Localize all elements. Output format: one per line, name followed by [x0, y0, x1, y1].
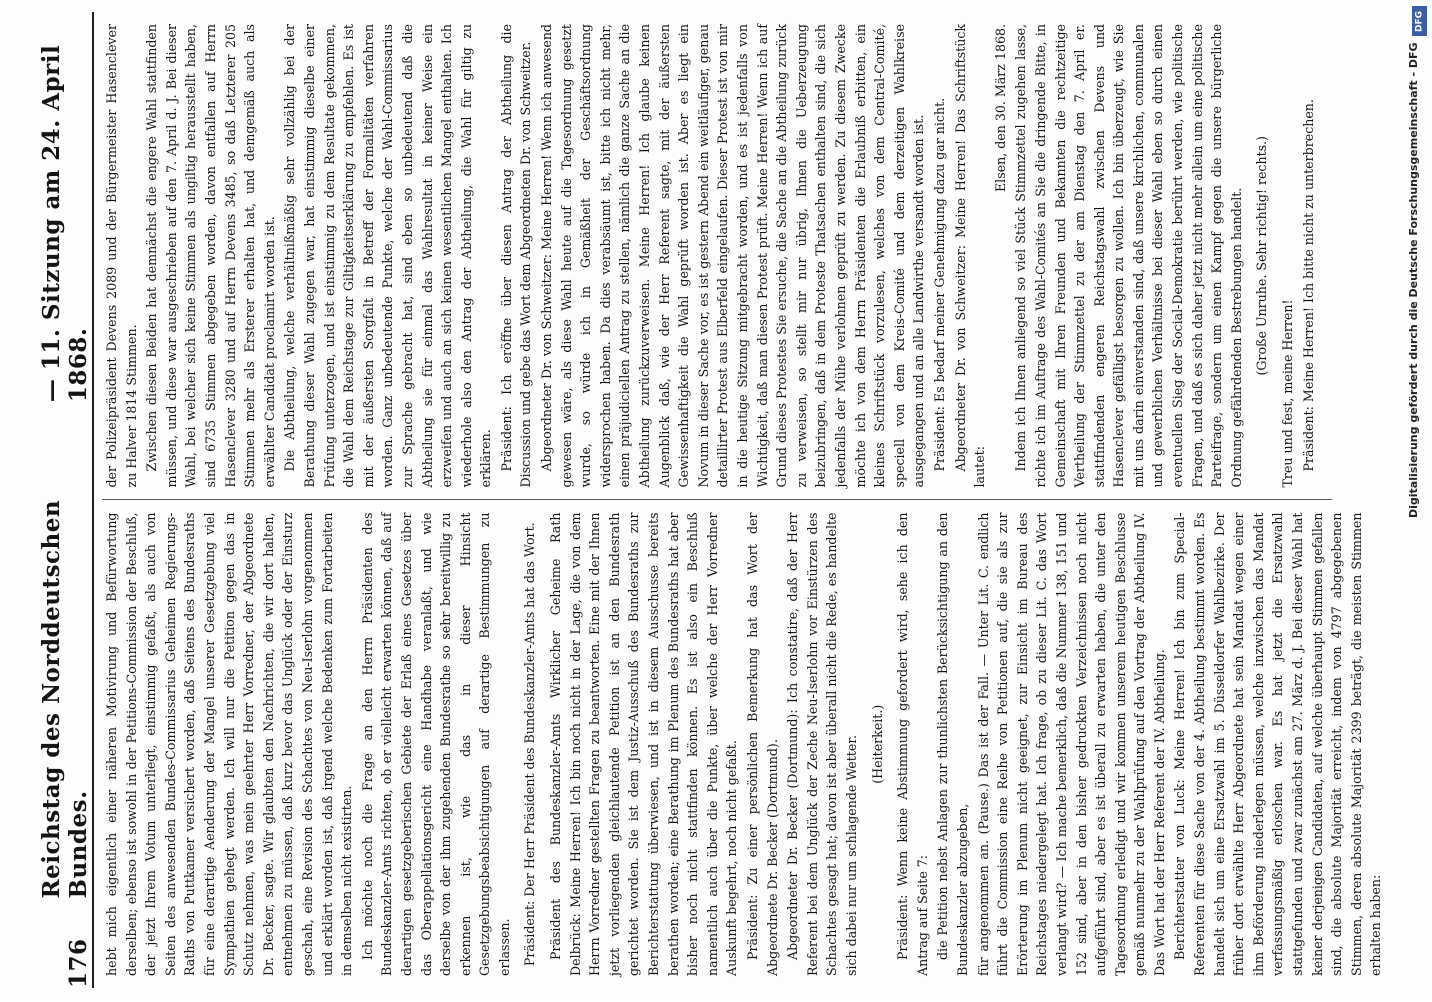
speaker-president: Präsident: Ich eröffne über diesen Antrag der Abtheilung die Discussion und gebe das Wort dem Abgeordneten Dr. von Schweitzer.: [498, 24, 534, 488]
paragraph: Berichterstatter von Luck: Meine Herren! Ich bin zum Special-Referenten für diese Sache von der 4. Abtheilung bestimmt worden. Es handelt sich um eine Ersatzwahl im 5. Düsseldorfer Wahlbezirke. Der früher dort erwählte Herr Abgeordnete hat sein Mandat wegen einer ihm Beförderung niederlegen müssen, welche inzwischen das Mandat verfassungsmäßig erloschen war. Es hat jetzt die Ersatzwahl stattgefunden und zwar zunächst am 27. März d. J. Bei dieser Wahl hat keiner derjenigen Candidaten, auf welche überhaupt Stimmen gefallen sind, die absolute Majorität erreicht, indem von 4797 abgegebenen Stimmen, deren absolute Majorität 2399 beträgt, die meisten Stimmen erhalten haben:: [1172, 512, 1384, 976]
right-column: [102, 12, 1332, 501]
paragraph: Ich möchte noch die Frage an den Herrn Präsidenten des Bundeskanzler-Amts richten, ob er vielleicht erwarten können, daß auf derartigen gesetzgeberischen Gebiete der Erlaß eines Gesetzes über das Oberappellationsgericht eine Handhabe veranlaßt, und wie derselbe von der ihm zugehenden Bundesrathe so sehr bereitwillig zu erkennen ist, wie das in dieser Hinsicht Gesetzgebungsbeabsichtigungen auf derartige Bestimmungen zu erlassen.: [359, 512, 512, 976]
speaker-president: Präsident: Zu einer persönlichen Bemerkung hat das Wort der Abgeordnete Dr. Becker (Dortmund).: [745, 512, 780, 976]
stage-direction: (Heiterkeit.): [869, 704, 885, 784]
journal-title: Reichstag des Norddeutschen Bundes.: [38, 499, 92, 899]
digitization-credit: Digitalisierung gefördert durch die Deutsche Forschungsgemeinschaft - DFG: [1407, 42, 1420, 518]
paragraph: Treu und fest, meine Herren!: [1280, 299, 1296, 488]
paragraph: Präsident des Bundeskanzler-Amts Wirklicher Geheime Rath Delbrück: Meine Herren! Ich bin noch nicht in der Lage, die von dem Herrn Vorredner gestellten Fragen zu beantworten. Eine mit der Ihnen jetzt vorliegenden gleichlautende Petition ist an den Bundesrath gerichtet worden. Sie ist dem Justiz-Ausschuß des Bundesraths zur Berichterstattung überwiesen, und ist in diesem Ausschusse bereits berathen worden; eine Berathung im Plenum des Bundesraths hat aber bisher noch nicht stattfinden können. Es ist also ein Beschluß namentlich auch über die Punkte, über welche der Herr Vorredner Auskunft begehrt, noch nicht gefaßt.: [548, 512, 740, 976]
paragraph: Zwischen diesen Beiden hat demnächst die engere Wahl stattfinden müssen, und diese war ausgeschrieben auf den 7. April d. J. Bei dieser Wahl, bei welcher sich keine Stimmen als ungiltig herausstellt haben, sind 6735 Stimmen abgegeben worden, davon entfallen auf Herrn Hasenclever 3280 und auf Herrn Devens 3485, so daß Letzterer 205 Stimmen mehr als Ersterer erhalten hat, und demgemäß auch als erwählter Candidat proclamirt worden ist.: [144, 24, 277, 488]
page-number: 176: [65, 938, 92, 988]
paragraph: der Polizeipräsident Devens 2089 und der Bürgermeister Hasenclever zu Halver 1814 Stimmen.: [104, 24, 139, 488]
letter-date: Elsen, den 30. März 1868.: [992, 24, 1008, 193]
paragraph: Abgeordneter Dr. Becker (Dortmund): Ich constatire, daß der Herr Referent bei dem Unglück der Zeche Neu-Iserlohn vor Einstürzen des Schachtes gesagt hat; davon ist aber überall nicht die Rede, es handelte sich dabei nur um schlagende Wetter.: [785, 512, 859, 976]
speaker-president: Präsident: Es bedarf meiner Genehmigung dazu gar nicht.: [931, 97, 947, 472]
left-column: [102, 501, 1384, 989]
speaker-president: Präsident: Meine Herren! Ich bitte nicht zu unterbrechen.: [1300, 99, 1316, 472]
quoted-motion: die Petition nebst Anlagen zur thunlichsten Berücksichtigung an den Bundeskanzler abzugeben,: [935, 512, 970, 976]
paragraph: Abgeordneter Dr. von Schweitzer: Meine Herren! Wenn ich anwesend gewesen wäre, als diese Wahl heute auf die Tagesordnung gesetzt wurde, so würde ich in Gemäßheit der Geschäftsordnung widersprochen haben. Da dies verabsäumt ist, bitte ich nicht mehr, einen präjudiciellen Antrag zu stellen, nämlich die ganze Sache an die Abtheilung zurückzuverweisen. Meine Herren! Ich glaube keinen Augenblick daß, wie der Herr Referent sagte, mit der äußersten Gewissenhaftigkeit die Wahl geprüft worden ist. Aber es liegt ein Novum in dieser Sache vor, es ist gestern Abend ein weitläufiger, genau detaillirter Protest aus Elberfeld eingelaufen. Dieser Protest ist von mir in die heutige Sitzung mitgebracht worden, und es ist jedenfalls von Wichtigkeit, daß man diesen Protest prüft. Meine Herren! Wenn ich auf Grund dieses Protestes Sie ersuche, die Sache an die Abtheilung zurück zu verweisen, so stellt mir nur übrig, Ihnen die Ueberzeugung beizubringen, daß in dem Proteste Thatsachen enthalten sind, die sich jedenfalls der Mühe verlohnen geprüft zu werden. Zu diesem Zwecke möchte ich von dem Herrn Präsidenten die Erlaubniß erbitten, ein kleines Schriftstück vorzulesen, welches von dem Central-Comité, speciell von dem Kreis-Comité und dem derzeitigen Wahlkreise ausgegangen und an alle Landwirthe versandt worden ist.: [539, 24, 927, 488]
paragraph: Die Abtheilung, welche verhältnißmäßig sehr vollzählig bei der Berathung dieser Wahl zugegen war, hat einstimmig dieselbe einer Prüfung unterzogen, und ist einstimmig zu dem Resultate gekommen, die Wahl dem Reichstage zur Giltigkeitserklärung zu empfehlen. Es ist mit der äußersten Sorgfalt in Betreff der Formalitäten verfahren worden. Ganz unbedeutende Punkte, welche der Wahl-Commissarius zur Sprache gebracht hat, sind eben so unbedeutend daß die Abtheilung sie für einmal das Wahlresultat in keiner Weise ein erzweifen und auch an sich keinen wesentlichen Mangel enthalten. Ich wiederhole also den Antrag der Abtheilung, die Wahl für giltig zu erklären.: [282, 24, 494, 488]
paragraph: für angenommen an. (Pause.) Das ist der Fall. — Unter Lit. C. endlich führt die Commission eine Reihe von Petitionen auf, die sie als zur Erörterung im Plenum nicht geeignet, zur Einsicht im Bureau des Reichstages niedergelegt hat. Ich frage, ob zu dieser Lit. C. das Wort verlangt wird? — Ich mache bemerklich, daß die Nummer 138, 151 und 152 sind, aber in den bisher gedruckten Verzeichnissen noch nicht aufgeführt sind, aber es ist überall zu erwarten haben, die unter den Tagesordnung erledigt und wir kommen unserem heutigen Beschlusse gemäß nunmehr zu der Wahlprüfung auf den Vortrag der Abtheilung IV. Das Wort hat der Herr Referent der IV. Abtheilung.: [975, 512, 1167, 976]
paragraph: Abgeordneter Dr. von Schweitzer: Meine Herren! Das Schriftstück lautet:: [952, 24, 988, 488]
stage-direction: (Große Unruhe. Sehr richtig! rechts.): [1254, 135, 1270, 376]
paragraph: hebt mich eigentlich einer näheren Motivirung und Befürwortung derselben; ebenso ist sowohl in der Petitions-Commission der Beschluß, der jetzt Ihrem Votum unterliegt, einstimmig gefaßt, als auch von Seiten des anwesenden Bundes-Commissarius Geheimen Regierungs-Raths von Puttkamer versichert worden, daß Seitens des Bundesraths für eine derartige Aenderung der Mangel unserer Gesetzgebung viel Sympathien gehegt werden. Ich will nur die Petition gegen das in Schutz nehmen, was mein geehrter Herr Vorredner, der Abgeordnete Dr. Becker, sagte. Wir glaubten den Nachrichten, die wir dort halten, entnehmen zu müssen, daß kurz bevor das Unglück oder der Einsturz geschah, eine Revision des Schachtes von Neu-Iserlohn vorgenommen und erklärt worden ist, daß irgend welche Bedenken zum Fortarbeiten in demselben nicht existirten.: [104, 512, 355, 976]
speaker-president: Präsident: Der Herr Präsident des Bundeskanzler-Amts hat das Wort.: [522, 522, 538, 967]
paragraph: Indem ich Ihnen anliegend so viel Stück Stimmzettel zugehen lasse, richte ich im Auftrage des Wahl-Comités an Sie die dringende Bitte, in Gemeinschaft mit Ihren Freunden und Bekannten die rechtzeitige Vertheilung der Stimmzettel zu der am Dienstag den 7. April er. stattfindenden engeren Reichstagswahl zwischen Devens und Hasenclever gefälligst besorgen zu wollen. Ich bin überzeugt, wie Sie mit uns darin einverstanden sind, daß unsere kirchlichen, communalen und gewerblichen Verhältnisse bei dieser Wahl eben so durch einen eventuellen Sieg der Social-Demokratie berührt werden, wie politische Fragen, und daß es sich daher jetzt nicht mehr allein um eine politische Parteifrage, sondern um einen Kampf gegen die unsere bürgerliche Ordnung gefährdenden Bestrebungen handelt.: [1013, 24, 1244, 488]
page-header: [38, 12, 94, 988]
paragraph: Präsident: Wenn keine Abstimmung gefordert wird, sehe ich den Antrag auf Seite 7:: [895, 512, 930, 976]
text-columns: [102, 12, 1384, 988]
session-date: — 11. Sitzung am 24. April 1868.: [38, 44, 92, 403]
dfg-logo: DFG: [1412, 6, 1427, 36]
